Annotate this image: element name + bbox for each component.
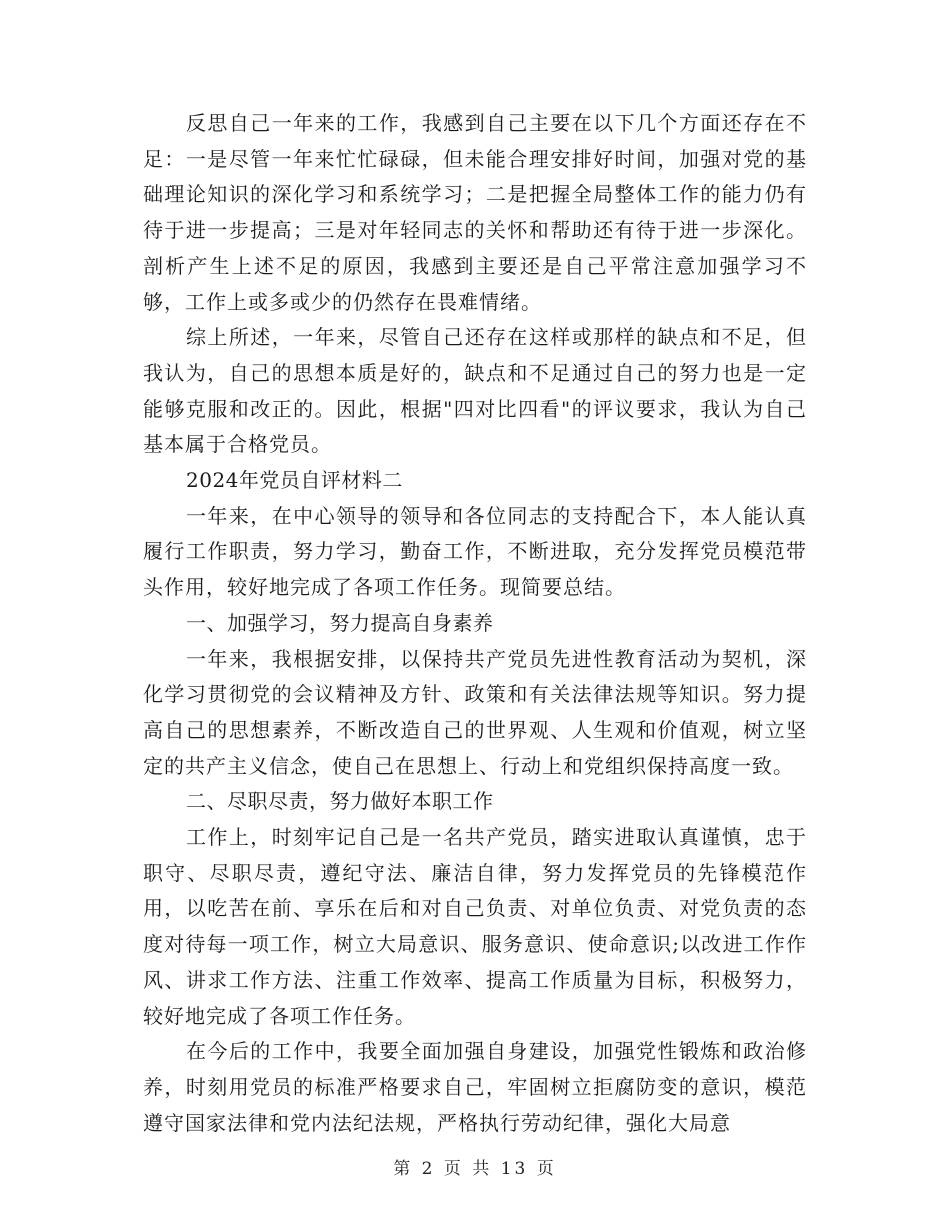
paragraph-duty: 工作上，时刻牢记自己是一名共产党员，踏实进取认真谨慎，忠于职守、尽职尽责，遵纪守法、廉洁自律，努力发挥党员的先锋模范作用，以吃苦在前、享乐在后和对自己负责、对单位负责、对党负责的态度对待每一项工作，树立大局意识、服务意识、使命意识;以改进工作作风、讲求工作方法、注重工作效率、提高工作质量为目标，积极努力，较好地完成了各项工作任务。 <box>143 825 807 1028</box>
paragraph-intro: 一年来，在中心领导的领导和各位同志的支持配合下，本人能认真履行工作职责，努力学习，勤奋工作，不断进取，充分发挥党员模范带头作用，较好地完成了各项工作任务。现简要总结。 <box>143 503 807 600</box>
section-heading-study: 一、加强学习，努力提高自身素养 <box>186 610 494 635</box>
paragraph-study: 一年来，我根据安排，以保持共产党员先进性教育活动为契机，深化学习贯彻党的会议精神及方针、政策和有关法律法规等知识。努力提高自己的思想素养，不断改造自己的世界观、人生观和价值观，树立坚定的共产主义信念，使自己在思想上、行动上和党组织保持高度一致。 <box>143 646 807 778</box>
paragraph-self-reflection: 反思自己一年来的工作，我感到自己主要在以下几个方面还存在不足：一是尽管一年来忙忙碌碌，但未能合理安排好时间，加强对党的基础理论知识的深化学习和系统学习；二是把握全局整体工作的能力仍有待于进一步提高；三是对年轻同志的关怀和帮助还有待于进一步深化。剖析产生上述不足的原因，我感到主要还是自己平常注意加强学习不够，工作上或多或少的仍然存在畏难情绪。 <box>143 111 807 314</box>
section-title: 2024年党员自评材料二 <box>186 468 403 493</box>
document-body <box>143 106 807 1141</box>
section-heading-duty: 二、尽职尽责，努力做好本职工作 <box>186 789 494 814</box>
page-number-footer: 第 2 页 共 13 页 <box>393 1159 557 1179</box>
paragraph-summary: 综上所述，一年来，尽管自己还存在这样或那样的缺点和不足，但我认为，自己的思想本质是好的，缺点和不足通过自己的努力也是一定能够克服和改正的。因此，根据"四对比四看"的评议要求，我认为自己基本属于合格党员。 <box>143 325 807 457</box>
paragraph-future: 在今后的工作中，我要全面加强自身建设，加强党性锻炼和政治修养，时刻用党员的标准严格要求自己，牢固树立拒腐防变的意识，模范遵守国家法律和党内法纪法规，严格执行劳动纪律，强化大局意 <box>143 1039 807 1135</box>
